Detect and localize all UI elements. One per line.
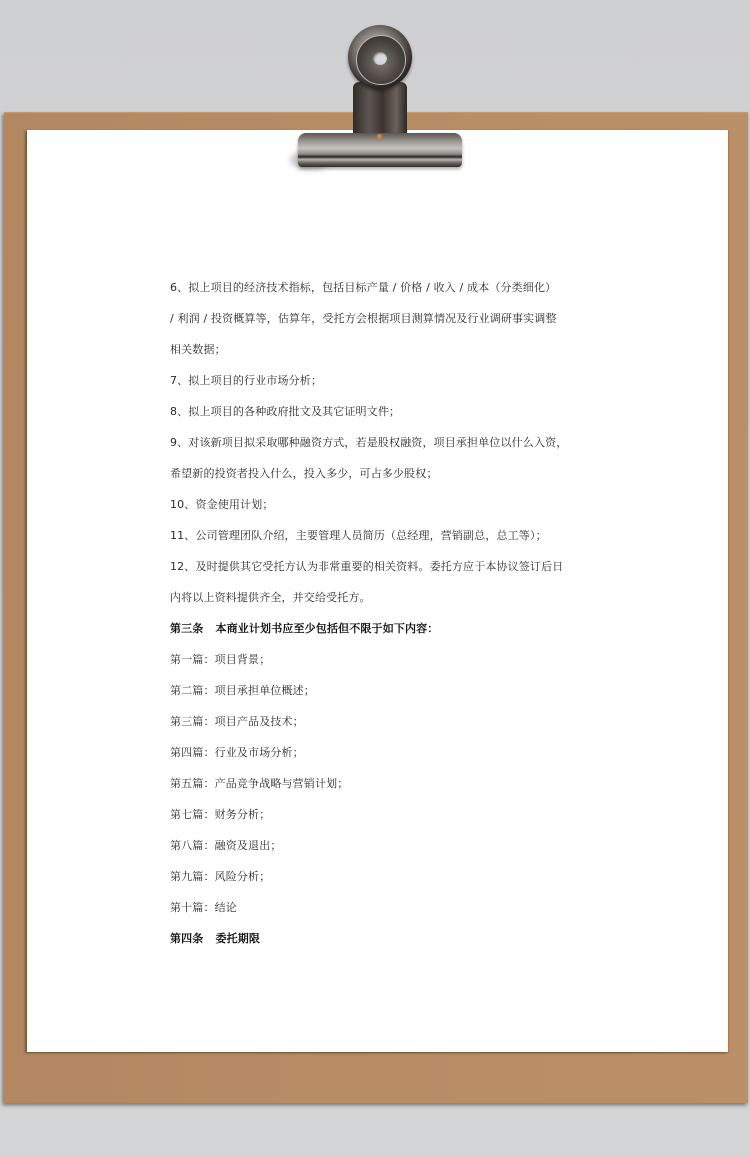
article-4-label: 第四条	[170, 932, 204, 945]
chapter-item: 第九篇：风险分析；	[170, 870, 271, 883]
chapter-item: 第一篇：项目背景；	[170, 653, 271, 666]
list-item-12-line-1: 12、及时提供其它受托方认为非常重要的相关资料。委托方应于本协议签订后日	[170, 560, 564, 573]
article-4-title: 委托期限	[215, 932, 261, 945]
article-4-heading	[170, 923, 590, 954]
chapter-item: 第二篇：项目承担单位概述；	[170, 684, 315, 697]
list-item-10: 10、资金使用计划；	[170, 498, 274, 511]
chapter-item: 第三篇：项目产品及技术；	[170, 715, 304, 728]
chapter-item: 第七篇：财务分析；	[170, 808, 271, 821]
chapter-item: 第八篇：融资及退出；	[170, 839, 282, 852]
list-item-6-line-2: / 利润 / 投资概算等，估算年，受托方会根据项目测算情况及行业调研事实调整	[170, 312, 557, 325]
clip-hole	[373, 52, 387, 65]
chapter-item: 第四篇：行业及市场分析；	[170, 746, 304, 759]
list-item-11: 11、公司管理团队介绍，主要管理人员简历（总经理，营销副总，总工等）；	[170, 529, 547, 542]
clip-ring-inner	[356, 35, 406, 85]
list-item-9-line-1: 9、对该新项目拟采取哪种融资方式，若是股权融资，项目承担单位以什么入资，	[170, 436, 568, 449]
article-3-label: 第三条	[170, 622, 204, 635]
list-item-8: 8、拟上项目的各种政府批文及其它证明文件；	[170, 405, 401, 418]
chapter-item: 第五篇：产品竞争战略与营销计划；	[170, 777, 349, 790]
list-item-9-line-2: 希望新的投资者投入什么，投入多少，可占多少股权；	[170, 467, 438, 480]
list-item-6-line-1: 6、拟上项目的经济技术指标，包括目标产量 / 价格 / 收入 / 成本（分类细化）	[170, 281, 557, 294]
list-item-12-line-2: 内将以上资料提供齐全，并交给受托方。	[170, 591, 371, 604]
chapter-item: 第十篇：结论	[170, 901, 237, 914]
clip-ring-icon	[348, 25, 412, 89]
document-body	[170, 272, 590, 954]
article-3-title: 本商业计划书应至少包括但不限于如下内容：	[215, 622, 439, 635]
list-item-7: 7、拟上项目的行业市场分析；	[170, 374, 323, 387]
article-3-heading	[170, 613, 590, 644]
list-item-6-line-3: 相关数据；	[170, 343, 226, 356]
